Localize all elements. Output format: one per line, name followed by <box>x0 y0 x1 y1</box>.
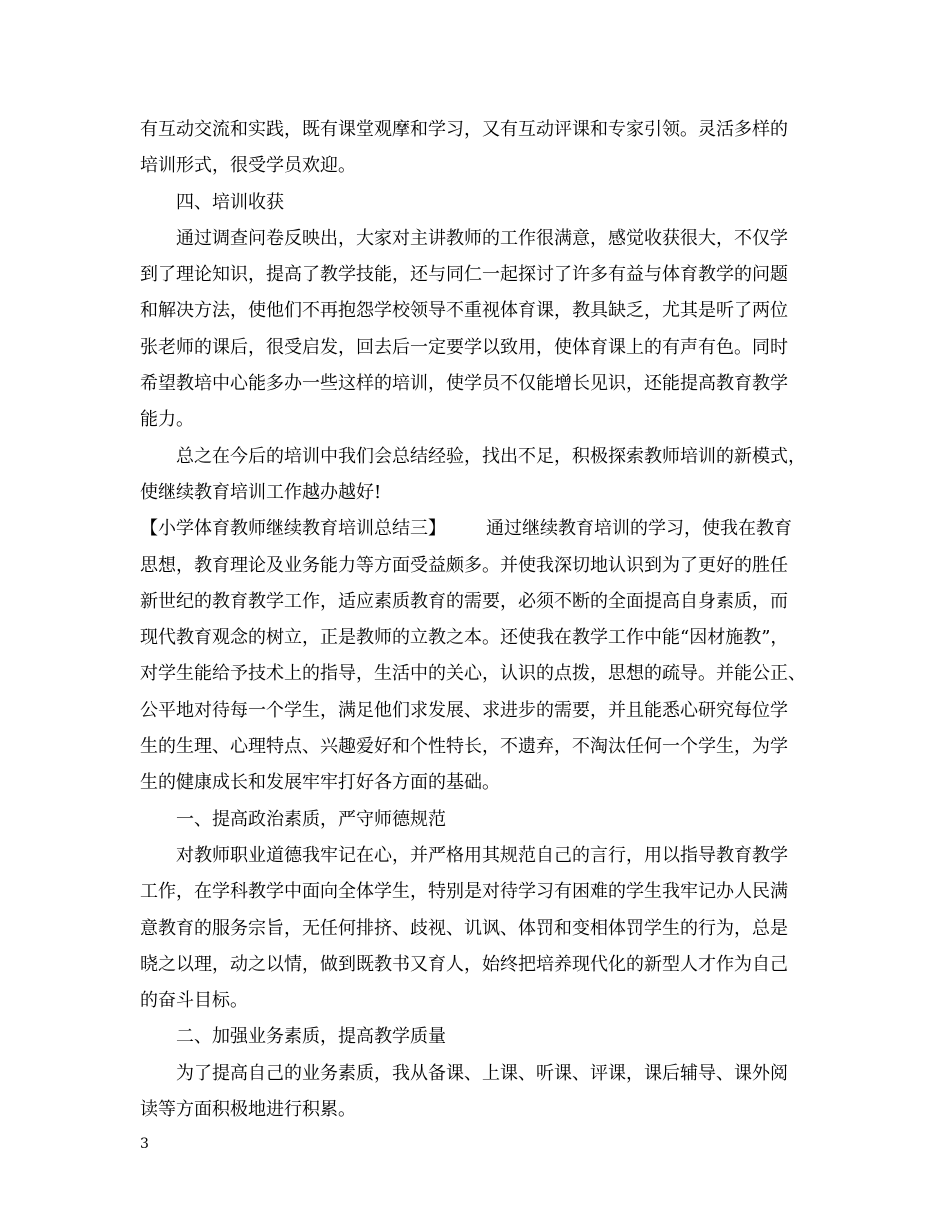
text-line: 有互动交流和实践，既有课堂观摩和学习，又有互动评课和专家引领。灵活多样的 <box>140 119 788 140</box>
text-line: 生的健康成长和发展牢牢打好各方面的基础。 <box>140 772 500 794</box>
text-line: 和解决方法，使他们不再抱怨学校领导不重视体育课，教具缺乏，尤其是听了两位 <box>140 300 788 322</box>
document-body <box>140 112 820 1128</box>
text-line: 生的生理、心理特点、兴趣爱好和个性特长，不遗弃，不淘汰任何一个学生，为学 <box>140 736 788 758</box>
text-line: 使继续教育培训工作越办越好! <box>140 481 382 503</box>
text-line: 到了理论知识，提高了教学技能，还与同仁一起探讨了许多有益与体育教学的问题 <box>140 264 788 286</box>
text-line: 为了提高自己的业务素质，我从备课、上课、听课、评课，课后辅导、课外阅 <box>176 1062 788 1084</box>
text-line: 能力。 <box>140 409 194 431</box>
text-line: 希望教培中心能多办一些这样的培训，使学员不仅能增长见识，还能提高教育教学 <box>140 373 788 395</box>
section-heading: 一、提高政治素质，严守师德规范 <box>176 808 446 830</box>
text-line: 工作，在学科教学中面向全体学生，特别是对待学习有困难的学生我牢记办人民满 <box>140 881 788 903</box>
text-line: 现代教育观念的树立，正是教师的立教之本。还使我在教学工作中能“因材施教”， <box>140 627 789 649</box>
text-line: 总之在今后的培训中我们会总结经验，找出不足，积极探索教师培训的新模式， <box>176 445 806 467</box>
section-title: 【小学体育教师继续教育培训总结三】 <box>140 518 446 540</box>
text-line: 新世纪的教育教学工作，适应素质教育的需要，必须不断的全面提高自身素质，而 <box>140 590 788 612</box>
section-heading: 二、加强业务素质，提高教学质量 <box>176 1026 446 1048</box>
text-line: 晓之以理，动之以情，做到既教书又育人，始终把培养现代化的新型人才作为自己 <box>140 953 788 975</box>
page-number: 3 <box>140 1136 149 1152</box>
text-line: 公平地对待每一个学生，满足他们求发展、求进步的需要，并且能悉心研究每位学 <box>140 699 788 721</box>
text-line <box>140 511 820 547</box>
text-line: 意教育的服务宗旨，无任何排挤、歧视、讥讽、体罚和变相体罚学生的行为，总是 <box>140 917 788 939</box>
text-line: 通过调查问卷反映出，大家对主讲教师的工作很满意，感觉收获很大，不仅学 <box>176 227 788 249</box>
text-line: 培训形式，很受学员欢迎。 <box>140 155 356 177</box>
text-line: 的奋斗目标。 <box>140 990 248 1012</box>
text-line: 张老师的课后，很受启发，回去后一定要学以致用，使体育课上的有声有色。同时 <box>140 336 788 358</box>
text-line: 思想，教育理论及业务能力等方面受益颇多。并使我深切地认识到为了更好的胜任 <box>140 554 788 576</box>
text-line: 读等方面积极地进行积累。 <box>140 1099 356 1121</box>
section-heading: 四、培训收获 <box>176 191 284 213</box>
paragraph-start: 通过继续教育培训的学习，使我在教育 <box>486 518 792 540</box>
text-line: 对教师职业道德我牢记在心，并严格用其规范自己的言行，用以指导教育教学 <box>176 844 788 866</box>
text-line: 对学生能给予技术上的指导，生活中的关心，认识的点拨，思想的疏导。并能公正、 <box>140 663 806 685</box>
